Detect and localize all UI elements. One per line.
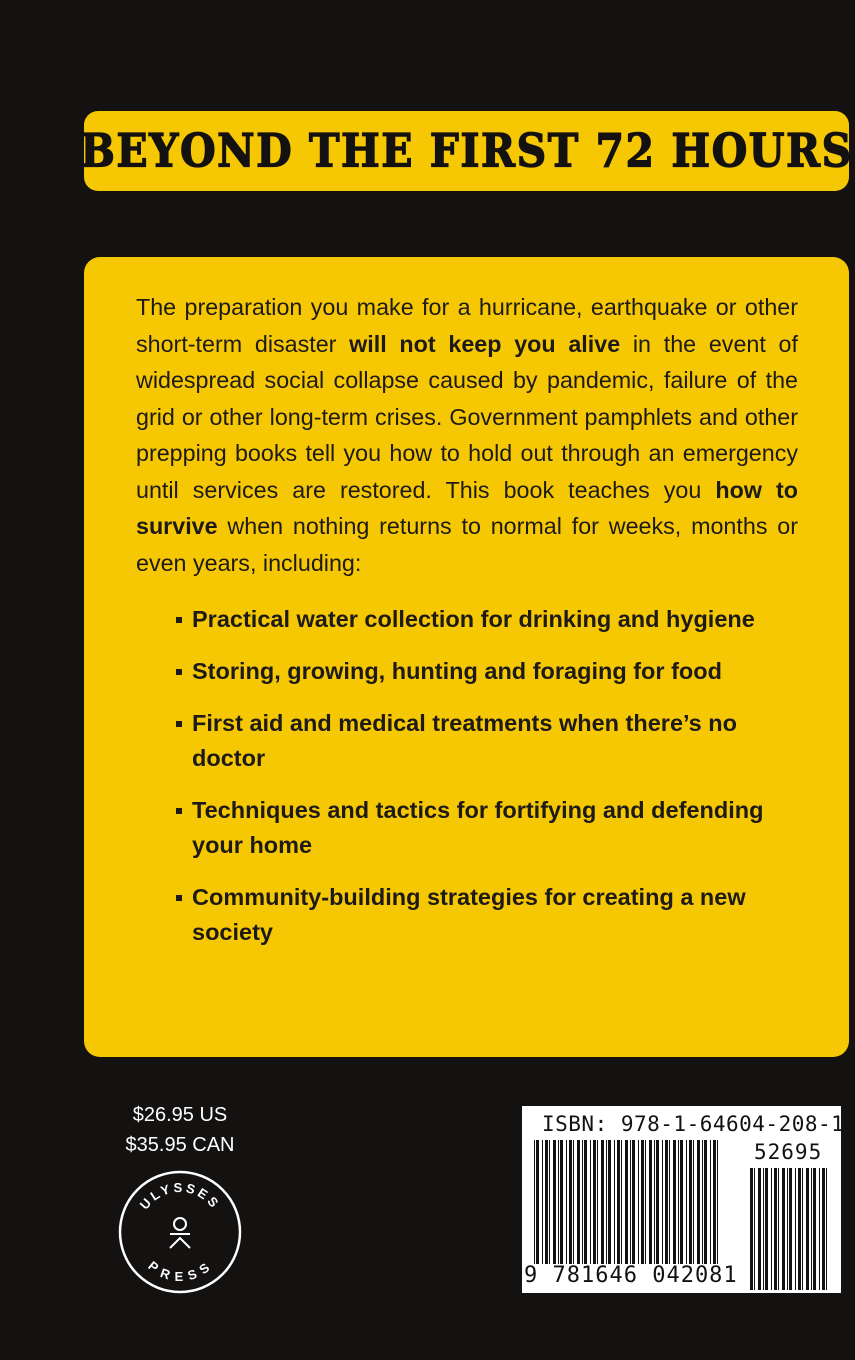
description-panel (84, 257, 849, 1057)
cover-title: BEYOND THE FIRST 72 HOURS (80, 124, 853, 178)
bullet-square-icon (176, 895, 182, 901)
svg-text:ULYSSES (137, 1180, 224, 1212)
list-item: Techniques and tactics for fortifying and defending your home (174, 793, 794, 863)
bullet-square-icon (176, 721, 182, 727)
svg-text:PRESS (146, 1258, 215, 1284)
list-item: Practical water collection for drinking and hygiene (174, 602, 794, 637)
feature-list (174, 602, 794, 967)
list-item: Community-building strategies for creating a new society (174, 880, 794, 950)
bullet-square-icon (176, 669, 182, 675)
logo-top-text: ULYSSES (136, 1179, 224, 1213)
logo-bottom-text: PRESS (145, 1257, 215, 1284)
ulysses-press-logo-icon (118, 1170, 242, 1294)
isbn-label: ISBN: 978-1-64604-208-1 (542, 1112, 845, 1136)
isbn-price-code: 52695 (754, 1140, 823, 1164)
isbn-digits: 9 781646 042081 (524, 1263, 738, 1288)
intro-text-2: in the event of widespread social collapse caused by pandemic, failure of the grid or other long-term crises. Government pamphlets and other prepping books tell you how to hold out through an emergency until services are restored. This book teaches you (136, 330, 798, 503)
intro-bold-1: will not keep you alive (349, 330, 621, 357)
intro-paragraph (136, 289, 798, 581)
title-banner (80, 111, 853, 191)
intro-text-3: when nothing returns to normal for weeks, months or even years, including: (136, 513, 798, 576)
list-item: First aid and medical treatments when there’s no doctor (174, 706, 794, 776)
bullet-square-icon (176, 808, 182, 814)
intro-bold-2: how to survive (136, 476, 799, 539)
price-us: $26.95 US (132, 1104, 228, 1126)
isbn-barcode-block (522, 1106, 845, 1293)
list-item: Storing, growing, hunting and foraging for food (174, 654, 794, 689)
intro-text-1: The preparation you make for a hurricane, earthquake or other short-term disaster (136, 294, 798, 357)
price-can: $35.95 CAN (125, 1134, 235, 1156)
bullet-square-icon (176, 617, 182, 623)
